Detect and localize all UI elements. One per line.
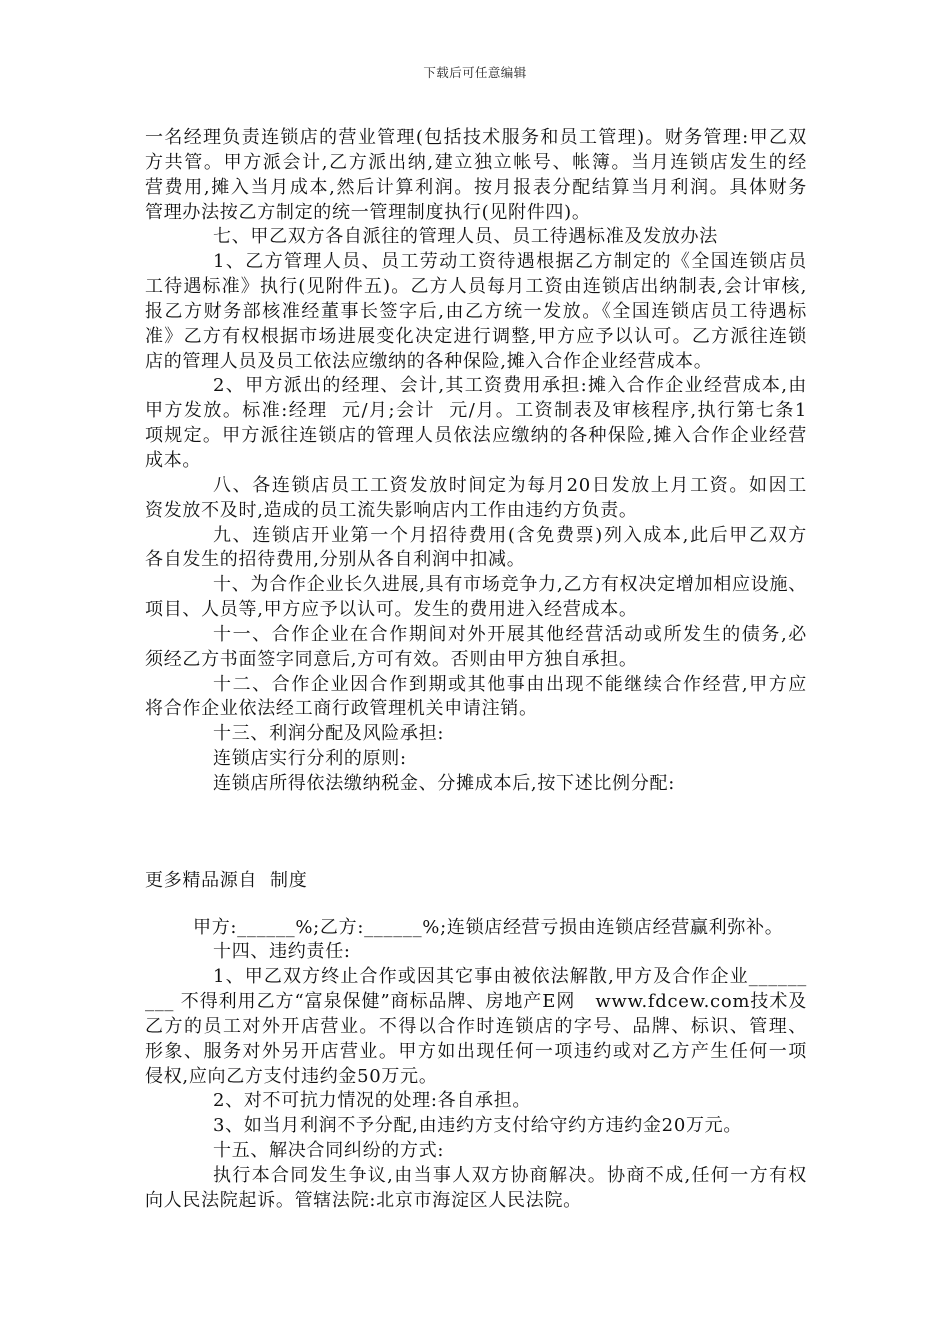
paragraph-line: 项目、人员等,甲方应予以认可。发生的费用进入经营成本。 <box>145 599 638 621</box>
paragraph-first-line: 执行本合同发生争议,由当事人双方协商解决。协商不成,任何一方有权 <box>213 1164 807 1186</box>
paragraph-first-line: 1、甲乙双方终止合作或因其它事由被依法解散,甲方及合作企业______ <box>213 966 807 988</box>
contract-text-section-b <box>145 916 807 1214</box>
paragraph-first-line: 2、对不可抗力情况的处理:各自承担。 <box>213 1090 532 1112</box>
paragraph-line: 工待遇标准》执行(见附件五)。乙方人员每月工资由连锁店出纳制表,会计审核, <box>145 276 807 298</box>
contract-text-section-a <box>145 126 807 797</box>
paragraph-line: 方共管。甲方派会计,乙方派出纳,建立独立帐号、帐簿。当月连锁店发生的经 <box>145 151 807 173</box>
paragraph-first-line: 3、如当月利润不予分配,由违约方支付给守约方违约金20万元。 <box>213 1115 743 1137</box>
paragraph-first-line: 连锁店所得依法缴纳税金、分摊成本后,按下述比例分配: <box>213 772 675 794</box>
paragraph-first-line: 1、乙方管理人员、员工劳动工资待遇根据乙方制定的《全国连锁店员 <box>213 251 807 273</box>
paragraph-line: 报乙方财务部核准经董事长签字后,由乙方统一发放。《全国连锁店员工待遇标 <box>145 300 807 322</box>
paragraph-line: 甲方发放。标准:经理 元/月;会计 元/月。工资制表及审核程序,执行第七条1 <box>145 400 807 422</box>
source-note-text: 更多精品源自 制度 <box>145 870 308 891</box>
paragraph-line: 形象、服务对外另开店营业。甲方如出现任何一项违约或对乙方产生任何一项 <box>145 1040 807 1062</box>
clause-heading: 十五、解决合同纠纷的方式: <box>213 1140 445 1162</box>
paragraph-line: 管理办法按乙方制定的统一管理制度执行(见附件四)。 <box>145 201 591 223</box>
clause-first-line: 十、为合作企业长久进展,具有市场竞争力,乙方有权决定增加相应设施、 <box>213 574 807 596</box>
clause-first-line: 八、各连锁店员工工资发放时间定为每月20日发放上月工资。如因工 <box>213 474 807 496</box>
source-note <box>145 869 807 894</box>
paragraph-line: ___ 不得利用乙方“富泉保健”商标品牌、房地产E网 www.fdcew.com技术及 <box>145 991 807 1013</box>
paragraph-first-line: 2、甲方派出的经理、会计,其工资费用承担:摊入合作企业经营成本,由 <box>213 375 807 397</box>
clause-heading: 十三、利润分配及风险承担: <box>213 723 445 745</box>
paragraph-line: 资发放不及时,造成的员工流失影响店内工作由违约方负责。 <box>145 499 638 521</box>
paragraph-line: 各自发生的招待费用,分别从各自利润中扣减。 <box>145 549 526 571</box>
paragraph-line: 项规定。甲方派往连锁店的管理人员依法应缴纳的各种保险,摊入合作企业经营 <box>145 425 807 447</box>
page-header-note: 下载后可任意编辑 <box>423 65 527 80</box>
clause-heading: 七、甲乙双方各自派往的管理人员、员工待遇标准及发放办法 <box>213 226 718 248</box>
paragraph-line: 营费用,摊入当月成本,然后计算利润。按月报表分配结算当月利润。具体财务 <box>145 176 807 198</box>
clause-first-line: 十二、合作企业因合作到期或其他事由出现不能继续合作经营,甲方应 <box>213 673 807 695</box>
paragraph-line: 向人民法院起诉。管辖法院:北京市海淀区人民法院。 <box>145 1189 582 1211</box>
clause-first-line: 十一、合作企业在合作期间对外开展其他经营活动或所发生的债务,必 <box>213 623 807 645</box>
clause-heading: 十四、违约责任: <box>213 941 351 963</box>
paragraph-line: 一名经理负责连锁店的营业管理(包括技术服务和员工管理)。财务管理:甲乙双 <box>145 127 807 148</box>
paragraph-line: 将合作企业依法经工商行政管理机关申请注销。 <box>145 698 538 720</box>
paragraph-line: 店的管理人员及员工依法应缴纳的各种保险,摊入合作企业经营成本。 <box>145 350 713 372</box>
paragraph-first-line: 连锁店实行分利的原则: <box>213 748 407 770</box>
paragraph-line: 侵权,应向乙方支付违约金50万元。 <box>145 1065 438 1087</box>
paragraph-line: 成本。 <box>145 449 202 471</box>
paragraph-line: 准》乙方有权根据市场进展变化决定进行调整,甲方应予以认可。乙方派往连锁 <box>145 325 807 347</box>
profit-split-line: 甲方:______%;乙方:______%;连锁店经营亏损由连锁店经营赢利弥补。 <box>193 916 784 938</box>
paragraph-line: 须经乙方书面签字同意后,方可有效。否则由甲方独自承担。 <box>145 648 638 670</box>
clause-first-line: 九、连锁店开业第一个月招待费用(含免费票)列入成本,此后甲乙双方 <box>213 524 807 546</box>
paragraph-line: 乙方的员工对外开店营业。不得以合作时连锁店的字号、品牌、标识、管理、 <box>145 1015 807 1037</box>
